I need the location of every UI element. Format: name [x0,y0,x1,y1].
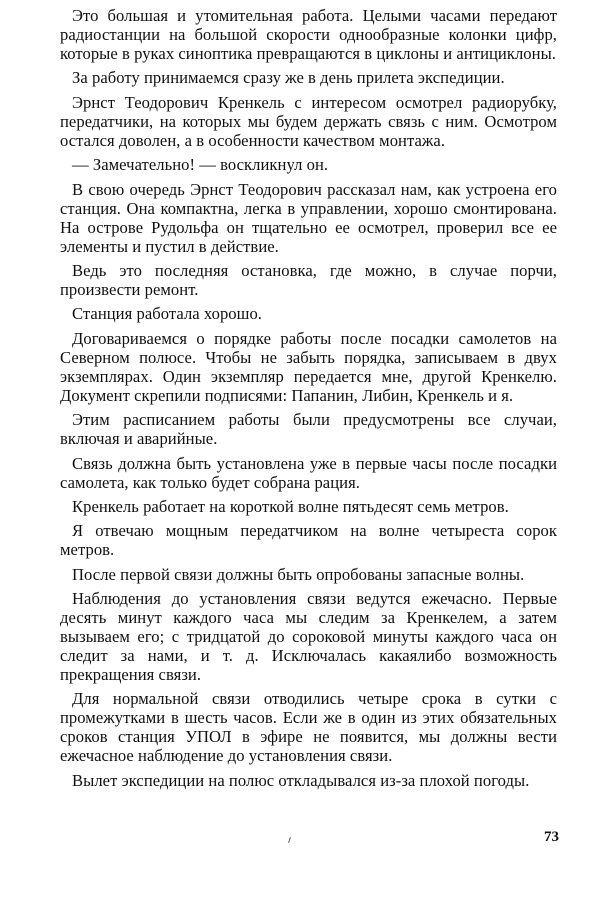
paragraph-15: Для нормальной связи отводились четыре срока в сутки с промежутками в шесть часов. Если же в один из этих обязательных сроков станция УПОЛ в эфире не появится, мы должны вести ежечасное наблюдение до установления связи. [60,689,557,766]
print-speck [288,837,291,843]
paragraph-16: Вылет экспедиции на полюс откладывался из-за плохой погоды. [72,770,530,790]
paragraph-3: Эрнст Теодорович Кренкель с интересом осмотрел радиорубку, передатчики, на которых мы будем держать связь с ним. Осмотром остался доволен, а в особенности качеством монтажа. [60,92,557,150]
paragraph-11: Кренкель работает на короткой волне пятьдесят семь метров. [72,496,509,516]
paragraph-2: За работу принимаемся сразу же в день прилета экспедиции. [72,68,505,88]
paragraph-1: Это большая и утомительная работа. Целыми часами передают радиостанции на большой скорости однообразные колонки цифр, которые в руках синоптика превращаются в циклоны и антициклоны. [60,6,557,63]
paragraph-9: Этим расписанием работы были предусмотрены все случаи, включая и аварийные. [60,410,557,449]
paragraph-10: Связь должна быть установлена уже в первые часы после посадки самолета, как только будет собрана рация. [60,453,557,492]
paragraph-7: Станция работала хорошо. [72,304,263,324]
paragraph-4: — Замечательно! — воскликнул он. [72,155,329,175]
paragraph-13: После первой связи должны быть опробованы запасные волны. [72,564,525,584]
paragraph-8: Договариваемся о порядке работы после посадки самолетов на Северном полюсе. Чтобы не забыть порядка, записываем в двух экземплярах. Один экземпляр передается мне, другой Кренкелю. Документ скрепили подписями: Папанин, Либин, Кренкель и я. [60,328,557,405]
paragraph-5: В свою очередь Эрнст Теодорович рассказал нам, как устроена его станция. Она компактна, легка в управлении, хорошо смонтирована. На острове Рудольфа он тщательно ее осмотрел, проверил все ее элементы и пустил в действие. [60,179,557,256]
paragraph-14: Наблюдения до установления связи ведутся ежечасно. Первые десять минут каждого часа мы следим за Кренкелем, а затем вызываем его; с тридцатой до сороковой минуты каждого часа он следит за нами, и т. д. Исключалась какаялибо возможность прекращения связи. [60,589,557,685]
page-number: 73 [544,829,559,845]
paragraph-6: Ведь это последняя остановка, где можно, в случае порчи, произвести ремонт. [60,260,557,299]
body-text [60,6,557,795]
paragraph-12: Я отвечаю мощным передатчиком на волне четыреста сорок метров. [60,521,557,560]
